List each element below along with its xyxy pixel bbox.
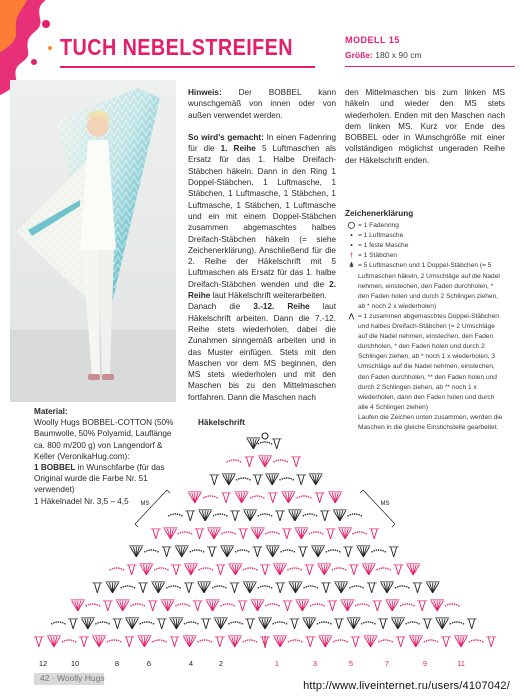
stitch-mark [235,492,249,503]
stitch-mark [222,474,236,485]
stitch-mark [321,583,331,593]
howto-text-1: In einen Fadenring für die [188,132,337,154]
legend-text: = 1 Stäbchen [358,252,398,260]
stitch-mark [349,565,359,575]
stitch-mark [184,621,199,624]
legend-text: = 5 Luftmaschen und 1 Doppel-Stäbchen (= 5 Luftmaschen häkeln, 2 Umschläge auf die Nadel nehmen, einstechen, den Faden durchholen, * den Faden holen und durch 2 Schlingen ziehen, ab * noch 2 x wiederholen) [358,262,500,310]
legend-item [345,241,505,251]
stitch-mark [364,636,378,647]
stitch-mark [151,582,165,593]
stitch-mark [252,547,262,557]
row-number-left: 2 [218,659,224,668]
stitch-mark [258,513,273,516]
stitch-mark [297,495,312,498]
material-title: Material: [34,407,68,416]
stitch-mark [265,474,279,485]
stitch-mark [265,603,280,606]
stitch-mark [213,513,228,516]
stitch-mark [326,549,341,552]
stitch-mark [409,636,423,647]
stitch-mark [467,619,477,629]
stitch-mark [207,528,221,539]
stitch-mark [327,601,337,611]
stitch-mark [469,639,484,642]
stitch-mark [326,529,336,539]
stitch-mark [216,565,226,575]
legend [345,209,505,433]
stitch-mark [140,621,155,624]
stitch-mark [228,636,242,647]
stitch-mark [378,639,393,642]
legend-symbol: † [349,252,354,260]
row-number-right: 5 [348,659,354,668]
stitch-mark [317,564,331,575]
stitch-mark [380,582,394,593]
legend-symbol: • [350,242,353,250]
stitch-mark [266,546,280,557]
stitch-mark [303,513,318,516]
ms-bracket [135,490,170,527]
stitch-mark [251,528,265,539]
stitch-mark [206,600,220,611]
stitch-mark [273,564,287,575]
stitch-mark [343,547,353,557]
model-photo [10,80,176,402]
stitch-mark [309,474,323,485]
stitch-mark [107,639,122,642]
instructions-column-2 [345,87,505,166]
legend-list [345,221,505,433]
stitch-mark [369,529,379,539]
size-value: 180 x 90 cm [375,50,422,60]
model-info [345,35,515,60]
stitch-mark [209,475,219,485]
stitch-mark [109,567,124,570]
stitch-mark [95,621,110,624]
stitch-mark [393,565,403,575]
stitch-mark [175,546,189,557]
stitch-mark [220,603,235,606]
stitch-mark [203,495,218,498]
stitch-mark [258,456,272,467]
stitch-mark [317,621,332,624]
stitch-mark [334,582,348,593]
legend-symbol: • [350,232,353,240]
stitch-mark [198,567,213,570]
stitch-mark [243,567,258,570]
stitch-mark [349,585,364,588]
stitch-mark [391,618,405,629]
stitch-mark [79,637,89,647]
stitch-mark [144,549,159,552]
stitch-mark [238,601,248,611]
repeat-brackets [135,490,395,527]
row-number-left: 12 [38,659,48,668]
stitch-mark [441,637,451,647]
stitch-mark [426,582,440,593]
stitch-mark [273,459,288,462]
stitch-mark [230,583,240,593]
stitch-mark [244,457,254,467]
stitch-mark [214,618,228,629]
stitch-mark [371,549,386,552]
stitch-mark [212,585,227,588]
stitch-mark [125,618,139,629]
stitch-mark [161,600,175,611]
stitch-mark [178,531,193,534]
row-number-right: 3 [312,659,318,668]
stitch-mark [315,493,325,503]
stitch-mark [251,600,265,611]
stitch-mark [226,459,241,462]
stitch-mark [190,549,205,552]
stitch-mark [258,618,272,629]
stitch-mark [272,439,282,449]
row-number-left: 8 [114,659,120,668]
stitch-mark [207,547,217,557]
stitch-mark [170,637,180,647]
stitch-mark [450,621,465,624]
stitch-mark [243,582,257,593]
stitch-mark [152,639,167,642]
stitch-mark [124,637,134,647]
legend-symbol: ⋔ [348,262,355,270]
stitch-mark [486,637,496,647]
stitch-mark [193,601,203,611]
stitch-mark [169,618,183,629]
material-color-note: in Wunschfarbe (für das Original wurde die Farbe Nr. 51 verwendet) [34,463,165,495]
stitch-mark [400,603,415,606]
stitch-mark [235,549,250,552]
howto-label: So wird’s gemacht: [188,132,264,142]
continuation-paragraph: den Mittelmaschen bis zum linken MS häkeln und wieder den MS stets wiederholen. Enden mit den Maschen nach dem linken MS. Kurz vor Ende des BOBBEL oder in Wunschgröße mit einer vollständigen möglichst ungeraden Reihe der Häkelschrift enden. [345,88,505,165]
row-number-right: 7 [384,659,390,668]
legend-title: Zeichenerklärung [345,209,414,218]
stitch-mark [162,547,172,557]
stitch-mark [273,636,287,647]
stitch-mark [275,583,285,593]
row-number-left: 4 [188,659,194,668]
stitch-mark [332,567,347,570]
stitch-mark [351,637,361,647]
stitch-mark [281,492,295,503]
ms-label: MS [380,501,390,507]
stitch-mark [295,600,309,611]
stitch-mark [51,621,66,624]
stitch-mark [362,564,376,575]
row-number-right: 9 [422,659,428,668]
stitch-mark [268,493,278,503]
stitch-mark [92,583,102,593]
stitch-mark [367,583,377,593]
stitch-mark [258,441,273,444]
howto-text-5: laut Häkelschrift arbeiten. Dann die 7.-12. Reihe stets wiederholen, dabei die Zunahmen sinngemäß arbeiten und in das Muster einfügen. Stets mit den Maschen vor dem MS beginnen, den MS stets wiederholen und mit den Maschen bis zu den Mittelmaschen fortfahren. Dann die Maschen nach [188,302,337,402]
stitch-mark [103,601,113,611]
stitch-mark [47,636,61,647]
stitch-mark [138,583,148,593]
row-2-label: 2. Reihe [188,279,336,301]
stitch-mark [355,603,370,606]
stitch-mark [296,475,306,485]
legend-item [345,312,505,413]
title-underline [60,66,315,68]
stitch-mark [163,528,177,539]
stitch-mark [318,636,332,647]
hint-text: Der BOBBEL kann wunschgemäß von innen oder von außen verwendet werden. [188,88,336,120]
model-label: MODELL 15 [345,35,400,45]
stitch-mark [85,603,100,606]
stitch-mark [230,511,240,521]
howto-text-2: 5 Luftmaschen als Ersatz für das 1. Halbe Dreifach-Stäbchen häkeln. Dann in den Ring 1 Doppel-Stäbchen, 1 Luftmasche, 1 Stäbchen, 1 Luftmasche, 1 Stäbchen, 1 Luftmasche, 1 Stäbchen, 1 Luftmasche und ein mit einem Doppel-Stäbchen zusammen abgemaschtes halbes Dreifach-Stäbchen häkeln (= siehe Zeichenerklärung). Anschließend für die 2. Reihe der Häkelschrift mit 5 Luftmaschen als Ersatz für das 1. halbe Dreifach-Stäbchen wenden und die [188,144,336,289]
stitch-mark [302,618,316,629]
stitch-mark [265,531,280,534]
stitch-mark [250,495,265,498]
legend-item [345,251,505,261]
stitch-mark [340,600,354,611]
stitch-mark [283,601,293,611]
stitch-mark [311,546,325,557]
stitch-mark [184,583,194,593]
page-number: 42 · Woolly Hugs [40,673,105,683]
legend-text: = 1 zusammen abgemaschtes Doppel-Stäbchen und halbes Dreifach-Stäbchen (= 2 Umschläge auf die Nadel nehmen, einstechen, den Faden durchholen, * den Faden holen und durch 2 Schlingen ziehen, ab * noch 1 x wiederholen, 3 Umschläge auf die Nadel nehmen, einstechen, den Faden durchholen, ** den Faden holen und durch 2 Schlingen ziehen, ab ** noch 1 x wiederholen, dann den Faden holen und durch alle 4 Schlingen ziehen) [358,312,499,411]
hint-paragraph [188,87,336,121]
stitch-mark [372,601,382,611]
stitch-mark [198,510,212,521]
stitch-mark [258,585,273,588]
stitch-mark [347,513,362,516]
stitch-mark [282,529,292,539]
stitch-mark [385,600,399,611]
stitch-mark [139,564,153,575]
ms-label: MS [140,501,150,507]
stitch-mark [92,636,106,647]
crochet-chart-title: Häkelschrift [198,418,245,427]
material-hook: 1 Häkelnadel Nr. 3,5 – 4,5 [34,496,129,506]
stitch-mark [310,603,325,606]
howto-text-4: Danach die [188,302,254,312]
stitch-mark [430,600,444,611]
stitch-mark [154,567,169,570]
stitch-mark [184,564,198,575]
row-number-left: 10 [70,659,80,668]
stitch-mark [298,547,308,557]
rows-paragraph [188,301,336,403]
row-number-right: 11 [457,659,465,668]
stitch-mark [71,600,85,611]
stitch-mark [376,567,391,570]
stitch-mark [120,585,135,588]
stitch-mark [395,585,410,588]
stitch-mark [406,564,420,575]
stitch-mark [148,601,158,611]
stitch-mark [175,603,190,606]
stitch-mark [422,619,432,629]
stitch-mark [356,546,370,557]
stitch-mark [305,637,315,647]
stitch-mark [309,531,324,534]
stitch-mark [287,567,302,570]
stitch-mark [424,639,439,642]
stitch-mark [168,513,183,516]
stitch-mark [68,619,78,629]
stitch-mark [236,477,251,480]
ms-bracket [360,490,395,527]
stitch-mark [272,621,287,624]
stitch-mark [445,603,460,606]
material-yarn: Woolly Hugs BOBBEL-COTTON (50% Baumwolle, 50% Polyamid, Lauflänge ca. 800 m/200 g) von Langendorf & Keller (VeronikaHug.com): [34,418,174,461]
stitch-mark [405,621,420,624]
legend-symbol: ⋀ [348,312,355,320]
stitch-mark [413,583,423,593]
stitch-mark [347,618,361,629]
stitch-mark [253,475,263,485]
legend-text: Laufen die Zeichen unten zusammen, werden die Maschen in die gleiche Einstichstelle gearbeitet. [358,413,503,431]
stitch-mark [305,565,315,575]
stitch-mark [195,529,205,539]
hint-label: Hinweis: [188,88,222,97]
stitch-mark [106,582,120,593]
stitch-mark [245,619,255,629]
legend-text: = 1 feste Masche [358,242,409,250]
stitch-mark [34,637,44,647]
legend-symbol: ◯ [347,222,356,230]
stitch-mark [171,565,181,575]
crochet-symbols [34,433,496,648]
stitch-mark [238,529,248,539]
row-numbers [39,659,465,668]
legend-item [345,261,505,311]
stitch-mark [334,619,344,629]
stitch-mark [279,477,294,480]
stitch-mark [188,492,202,503]
stitch-mark [130,603,145,606]
stitch-mark [352,531,367,534]
photo-illustration [10,80,176,402]
stitch-mark [333,639,348,642]
stitch-mark [151,529,161,539]
stitch-mark [289,582,303,593]
stitch-mark [62,639,77,642]
stitch-mark [275,511,285,521]
stitch-mark [183,636,197,647]
stitch-mark [454,636,468,647]
size-label: Größe: [345,50,373,60]
stitch-mark [294,528,308,539]
legend-item [345,221,505,231]
stitch-mark [333,510,347,521]
stitch-mark [116,600,130,611]
stitch-mark [303,585,318,588]
stitch-mark [243,510,257,521]
stitch-mark [378,619,388,629]
stitch-mark [291,457,301,467]
stitch-mark [361,621,376,624]
stitch-mark [137,636,151,647]
stitch-mark [328,492,342,503]
stitch-mark [288,639,303,642]
stitch-mark [129,546,143,557]
source-url: http://www.liveinternet.ru/users/4107042/ [303,680,510,692]
stitch-mark [112,619,122,629]
stitch-mark [221,493,231,503]
stitch-mark [228,621,243,624]
stitch-mark [288,510,302,521]
stitch-mark [81,618,95,629]
stitch-mark [201,619,211,629]
stitch-mark [280,549,295,552]
stitch-mark [389,547,399,557]
row-number-right: 1 [274,659,280,668]
legend-text: = 1 Luftmasche [358,232,404,240]
size-line [345,50,515,60]
row-number-left: 6 [146,659,152,668]
stitch-mark [417,601,427,611]
footer [0,671,524,699]
stitch-mark [166,585,181,588]
stitch-mark [220,546,234,557]
legend-text: = 1 Fadenring [358,222,399,230]
stitch-mark [243,639,258,642]
howto-text-3: laut Häkelschrift weiterarbeiten. [210,291,327,301]
stitch-mark [338,528,352,539]
rows-3-12-label: 3.-12. Reihe [253,302,310,312]
stitch-mark [185,511,195,521]
stitch-mark [221,531,236,534]
stitch-mark [260,565,270,575]
stitch-mark [228,564,242,575]
stitch-mark [197,582,211,593]
stitch-mark [157,619,167,629]
material-amount: 1 BOBBEL [34,463,76,473]
center-ring-mark [262,433,268,439]
stitch-mark [396,637,406,647]
stitch-mark [215,637,225,647]
instructions-column-1 [188,87,336,403]
stitch-mark [127,565,137,575]
howto-paragraph [188,132,336,301]
crochet-diagram [25,428,505,670]
row-1-label: 1. Reihe [220,144,256,154]
legend-item [345,231,505,241]
stitch-mark [290,619,300,629]
stitch-mark [320,511,330,521]
page-title: TUCH NEBELSTREIFEN [60,34,294,60]
model-underline [345,66,515,67]
stitch-mark [435,618,449,629]
stitch-mark [197,639,212,642]
